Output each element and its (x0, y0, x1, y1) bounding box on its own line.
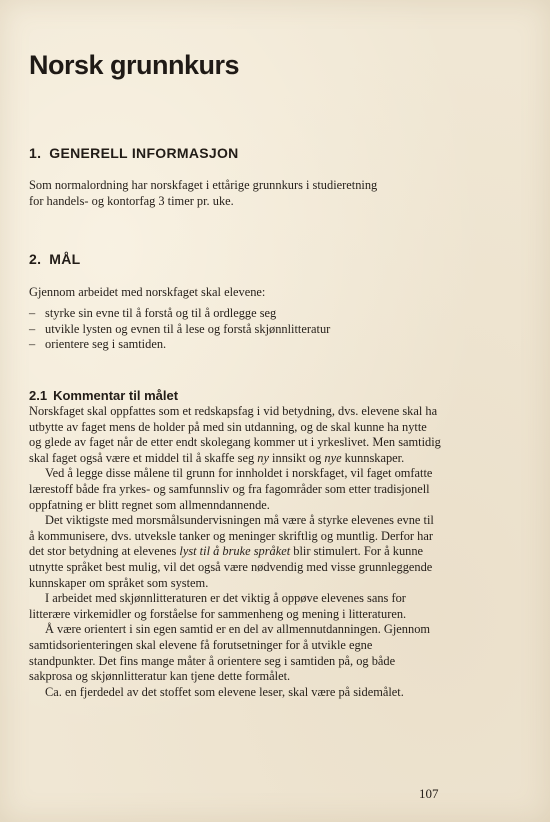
emphasis-nye: nye (324, 450, 342, 465)
goal-text: styrke sin evne til å forstå og til å ordlegge seg (45, 306, 277, 320)
section-2-1-heading (29, 388, 178, 403)
list-dash: – (29, 321, 36, 336)
goal-item (29, 337, 449, 353)
section-2-1-number: 2.1 (29, 388, 48, 403)
paragraph-1-text-c: kunnskaper. (341, 450, 405, 465)
goal-text: orientere seg i samtiden. (45, 337, 167, 352)
paragraph-2: Ved å legge disse målene til grunn for innholdet i norskfaget, vil faget omfatte lærestoff både fra yrkes- og samfunnsliv og fra fagområder som etter tradisjonell oppfatning er blitt regnet som allmenndannende. (29, 466, 433, 512)
section-1-line-1: Som normalordning har norskfaget i ettårige grunnkurs i studieretning (29, 178, 378, 192)
emphasis-lyst: lyst til å bruke språket (179, 544, 291, 559)
emphasis-ny: ny (257, 450, 269, 465)
goals-list (29, 306, 449, 353)
paragraph-6: Ca. en fjerdedel av det stoffet som elevene leser, skal være på sidemålet. (45, 684, 404, 699)
paragraph-1 (29, 404, 441, 466)
section-1-line-2: for handels- og kontorfag 3 timer pr. uke. (29, 193, 234, 208)
section-2-1-title: Kommentar til målet (53, 388, 179, 403)
page-number: 107 (419, 786, 439, 801)
section-1-title: GENERELL INFORMASJON (49, 145, 239, 161)
paragraph-4: I arbeidet med skjønnlitteraturen er det viktig å oppøve elevenes sans for litterære virkemidler og forståelse for sammenheng og mening i litteraturen. (29, 591, 407, 621)
section-2-number: 2. (29, 251, 42, 267)
paragraph-3-text-b: blir stimulert. For å kunne utnytte språket best mulig, vil det også være nødvendig med visse grunnleggende kunnskaper om språket som system. (29, 544, 433, 590)
list-dash: – (29, 337, 36, 352)
goal-item (29, 322, 449, 338)
section-2-heading (29, 251, 81, 267)
paragraph-5: Å være orientert i sin egen samtid er en del av allmennutdanningen. Gjennom samtidsorienteringen skal elevene få forutsetninger for å utvikle egne standpunkter. Det fins mange måter å orientere seg i samtiden på, og både sakprosa og skjønnlitteratur kan tjene dette formålet. (29, 622, 431, 684)
section-1-heading (29, 145, 239, 161)
section-2-title: MÅL (49, 251, 81, 267)
paragraph-1-text-a: Norskfaget skal oppfattes som et redskapsfag i vid betydning, dvs. elevene skal ha utbytte av faget mens de holder på med sin utdanning, og de skal kunne ha nytte og glede av faget når de etter endt skolegang kommer ut i yrkeslivet. Men samtidig skal faget også være et middel til å skaffe seg (29, 404, 441, 465)
section-1-text (29, 178, 449, 209)
paragraph-3 (29, 513, 441, 591)
section-1-number: 1. (29, 145, 42, 161)
section-2-intro: Gjennom arbeidet med norskfaget skal elevene: (29, 285, 266, 299)
commentary-body (29, 404, 441, 700)
paragraph-3-text-a: Det viktigste med morsmålsundervisningen må være å styrke elevenes evne til å kommunisere, dvs. utveksle tanker og meninger skriftlig og muntlig. Derfor har det stor betydning at elevenes (29, 513, 434, 559)
paragraph-1-text-b: innsikt og (268, 450, 325, 465)
goal-item (29, 306, 449, 322)
goal-text: utvikle lysten og evnen til å lese og forstå skjønnlitteratur (45, 321, 331, 336)
page-title: Norsk grunnkurs (29, 50, 240, 80)
list-dash: – (29, 306, 36, 320)
